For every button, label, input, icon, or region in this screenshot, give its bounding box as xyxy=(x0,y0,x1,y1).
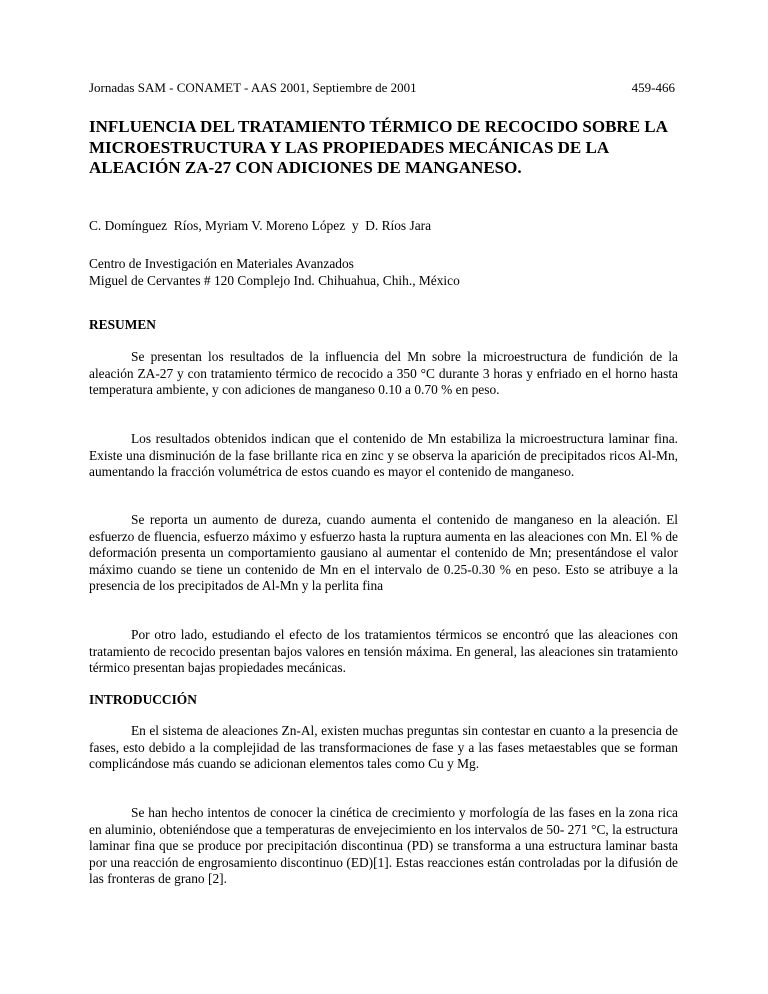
paper-title: INFLUENCIA DEL TRATAMIENTO TÉRMICO DE RECOCIDO SOBRE LA MICROESTRUCTURA Y LAS PROPIEDADES MECÁNICAS DE LA ALEACIÓN ZA-27 CON ADICIONES DE MANGANESO. xyxy=(89,117,667,177)
resumen-paragraph-4: Por otro lado, estudiando el efecto de los tratamientos térmicos se encontró que las aleaciones con tratamiento de recocido presentan bajos valores en tensión máxima. En general, las aleaciones sin tratamiento térmico presentan bajas propiedades mecánicas. xyxy=(89,627,678,676)
resumen-paragraph-1: Se presentan los resultados de la influencia del Mn sobre la microestructura de fundición de la aleación ZA-27 y con tratamiento térmico de recocido a 350 °C durante 3 horas y enfriado en el horno hasta temperatura ambiente, y con adiciones de manganeso 0.10 a 0.70 % en peso. xyxy=(89,349,678,398)
author-list: C. Domínguez Ríos, Myriam V. Moreno López y D. Ríos Jara xyxy=(89,218,432,233)
affiliation-address: Miguel de Cervantes # 120 Complejo Ind. Chihuahua, Chih., México xyxy=(89,272,460,288)
affiliation-institution: Centro de Investigación en Materiales Avanzados xyxy=(89,256,354,271)
introduccion-paragraph-2: Se han hecho intentos de conocer la cinética de crecimiento y morfología de las fases en la zona rica en aluminio, obteniéndose que a temperaturas de envejecimiento en los intervalos de 50- 271 °C, la estructura laminar fina que se produce por precipitación discontinua (PD) se transforma a una estructura laminar basta por una reacción de engrosamiento discontinuo (ED)[1]. Estas reacciones están controladas por la difusión de las fronteras de grano [2]. xyxy=(89,805,678,887)
introduccion-heading: INTRODUCCIÓN xyxy=(89,692,197,707)
page-range: 459-466 xyxy=(631,80,675,95)
resumen-paragraph-3: Se reporta un aumento de dureza, cuando aumenta el contenido de manganeso en la aleación. El esfuerzo de fluencia, esfuerzo máximo y esfuerzo hasta la ruptura aumenta en las aleaciones con Mn. El % de deformación presenta un comportamiento gausiano al aumentar el contenido de Mn; presentándose el valor máximo cuando se tiene un contenido de Mn en el intervalo de 0.25-0.30 % en peso. Esto se atribuye a la presencia de los precipitados de Al-Mn y la perlita fina xyxy=(89,512,678,594)
conference-name: Jornadas SAM - CONAMET - AAS 2001, Septiembre de 2001 xyxy=(89,80,417,95)
resumen-heading: RESUMEN xyxy=(89,317,156,332)
resumen-paragraph-2: Los resultados obtenidos indican que el contenido de Mn estabiliza la microestructura laminar fina. Existe una disminución de la fase brillante rica en zinc y se observa la aparición de precipitados ricos Al-Mn, aumentando la fracción volumétrica de estos cuando es mayor el contenido de manganeso. xyxy=(89,431,678,480)
introduccion-paragraph-1: En el sistema de aleaciones Zn-Al, existen muchas preguntas sin contestar en cuanto a la presencia de fases, esto debido a la complejidad de las transformaciones de fase y a las fases metaestables que se forman complicándose más cuando se adicionan elementos tales como Cu y Mg. xyxy=(89,723,678,772)
affiliation xyxy=(89,256,460,289)
